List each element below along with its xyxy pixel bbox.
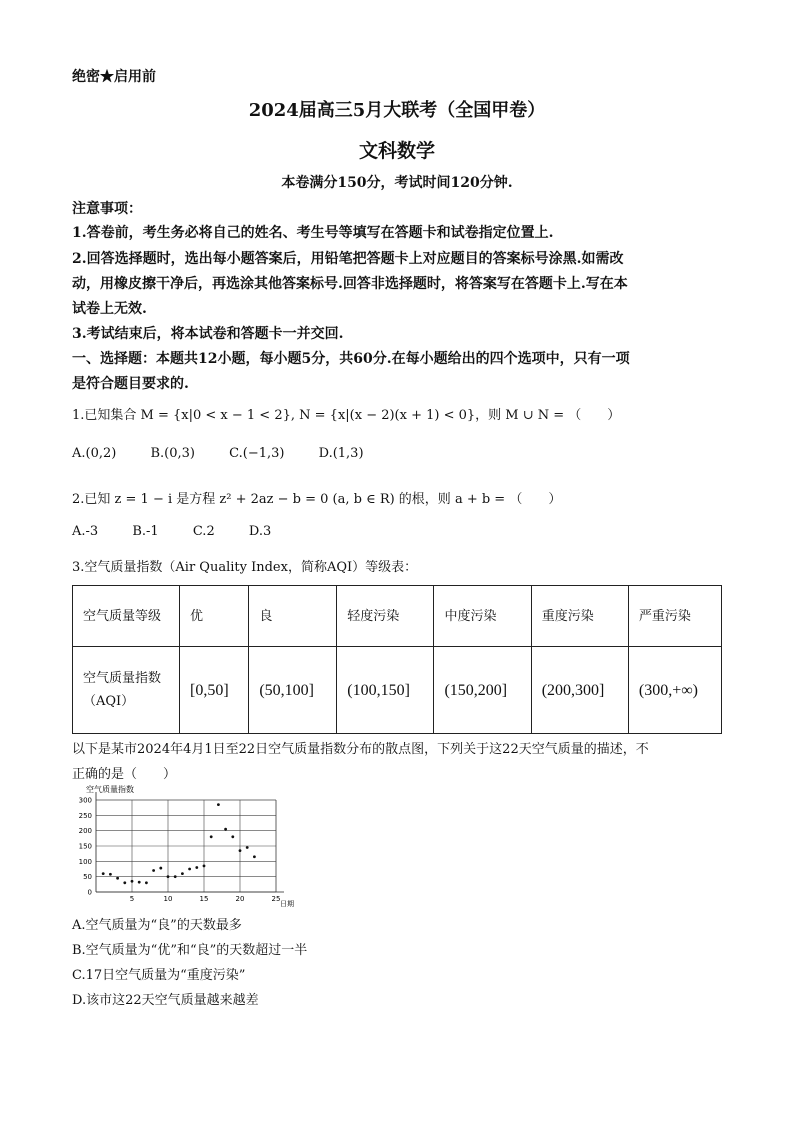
data-point [195, 866, 198, 869]
table-cell: (100,150] [337, 647, 434, 734]
data-point [181, 872, 184, 875]
option-d[interactable]: D.(1,3) [318, 446, 364, 461]
x-axis-label: 日期 [280, 900, 294, 908]
y-tick-label: 250 [78, 811, 92, 820]
data-point [116, 877, 119, 880]
question-1-options [72, 446, 394, 461]
data-point [203, 865, 206, 868]
data-point [138, 881, 141, 884]
chart-grid [96, 800, 276, 892]
exam-info: 本卷满分150分，考试时间120分钟. [281, 175, 513, 191]
question-3-option-a[interactable]: A.空气质量为“良”的天数最多 [72, 918, 242, 933]
x-tick-label: 10 [163, 895, 173, 903]
y-tick-label: 0 [87, 888, 92, 897]
table-cell: 严重污染 [628, 586, 721, 647]
question-3-option-d[interactable]: D.该市这22天空气质量越来越差 [72, 993, 259, 1008]
question-3-desc-line-1: 以下是某市2024年4月1日至22日空气质量指数分布的散点图，下列关于这22天空气质量的描述，不 [72, 742, 649, 757]
question-1-stem: 1.已知集合 M = {x|0 < x − 1 < 2}, N = {x|(x − 2)(x + 1) < 0}，则 M ∪ N = （ ） [72, 408, 621, 423]
x-tick-label: 15 [199, 895, 209, 903]
section-1-line-2: 是符合题目要求的. [72, 376, 189, 392]
x-tick-label: 25 [271, 895, 281, 903]
option-b[interactable]: B.(0,3) [150, 446, 195, 461]
option-d[interactable]: D.3 [248, 524, 272, 539]
notice-item-3: 3.考试结束后，将本试卷和答题卡一并交回. [72, 326, 344, 342]
table-cell: 良 [249, 586, 337, 647]
data-point [210, 835, 213, 838]
table-cell: 重度污染 [531, 586, 628, 647]
table-cell: (50,100] [249, 647, 337, 734]
y-tick-label: 200 [78, 827, 92, 836]
row-header-line-1: 空气质量指数 [83, 671, 162, 686]
y-tick-label: 150 [78, 842, 92, 851]
option-a[interactable]: A.-3 [72, 524, 99, 539]
exam-title: 2024届高三5月大联考（全国甲卷） [248, 100, 546, 121]
y-tick-label: 100 [78, 857, 92, 866]
notice-item-1: 1.答卷前，考生务必将自己的姓名、考生号等填写在答题卡和试卷指定位置上. [72, 225, 554, 241]
data-point [152, 869, 155, 872]
subject-title: 文科数学 [358, 140, 435, 162]
option-a[interactable]: A.(0,2) [72, 446, 117, 461]
question-2-stem: 2.已知 z = 1 − i 是方程 z² + 2az − b = 0 (a, b ∈ R) 的根，则 a + b = （ ） [72, 492, 562, 507]
x-tick-label: 5 [129, 895, 135, 903]
table-cell: (200,300] [531, 647, 628, 734]
data-point [145, 881, 148, 884]
data-point [231, 835, 234, 838]
data-point [253, 855, 256, 858]
chart-title: 空气质量指数 [86, 785, 134, 794]
question-3-stem: 3.空气质量指数（Air Quality Index，简称AQI）等级表： [72, 560, 418, 575]
question-3-option-c[interactable]: C.17日空气质量为“重度污染” [72, 968, 246, 983]
table-cell: 空气质量等级 [73, 586, 180, 647]
question-3-option-b[interactable]: B.空气质量为“优”和“良”的天数超过一半 [72, 943, 308, 958]
table-cell: 轻度污染 [337, 586, 434, 647]
data-point [167, 875, 170, 878]
notice-item-2-line-1: 2.回答选择题时，选出每小题答案后，用铅笔把答题卡上对应题目的答案标号涂黑.如需改 [72, 251, 624, 267]
data-point [123, 881, 126, 884]
secret-label: 绝密★启用前 [72, 69, 156, 85]
aqi-scatter-chart [60, 782, 310, 912]
data-point [109, 873, 112, 876]
question-2-options [72, 524, 301, 539]
table-cell: [0,50] [180, 647, 249, 734]
data-point [102, 872, 105, 875]
data-point [246, 846, 249, 849]
table-cell [73, 647, 180, 734]
data-point [174, 875, 177, 878]
notice-heading: 注意事项： [72, 201, 142, 217]
data-point [217, 803, 220, 806]
question-3-desc-line-2: 正确的是（ ） [72, 767, 177, 782]
notice-item-2-line-2: 动，用橡皮擦干净后，再选涂其他答案标号.回答非选择题时，将答案写在答题卡上.写在本 [72, 276, 628, 292]
x-tick-label: 20 [235, 895, 245, 903]
y-tick-label: 300 [78, 796, 92, 805]
table-cell: 中度污染 [434, 586, 531, 647]
chart-axes [79, 792, 284, 903]
data-point [188, 868, 191, 871]
notice-item-2-line-3: 试卷上无效. [72, 301, 147, 317]
table-row [73, 647, 722, 734]
table-cell: (150,200] [434, 647, 531, 734]
option-c[interactable]: C.2 [192, 524, 215, 539]
option-c[interactable]: C.(−1,3) [229, 446, 285, 461]
table-cell: 优 [180, 586, 249, 647]
option-b[interactable]: B.-1 [132, 524, 159, 539]
data-point [239, 849, 242, 852]
data-point [224, 828, 227, 831]
aqi-level-table [72, 585, 722, 734]
table-row [73, 586, 722, 647]
table-cell: (300,+∞) [628, 647, 721, 734]
section-1-line-1: 一、选择题：本题共12小题，每小题5分，共60分.在每小题给出的四个选项中，只有一项 [72, 351, 630, 367]
y-tick-label: 50 [83, 873, 92, 882]
data-point [131, 880, 134, 883]
data-point [159, 867, 162, 870]
row-header-line-2: （AQI） [83, 694, 135, 709]
